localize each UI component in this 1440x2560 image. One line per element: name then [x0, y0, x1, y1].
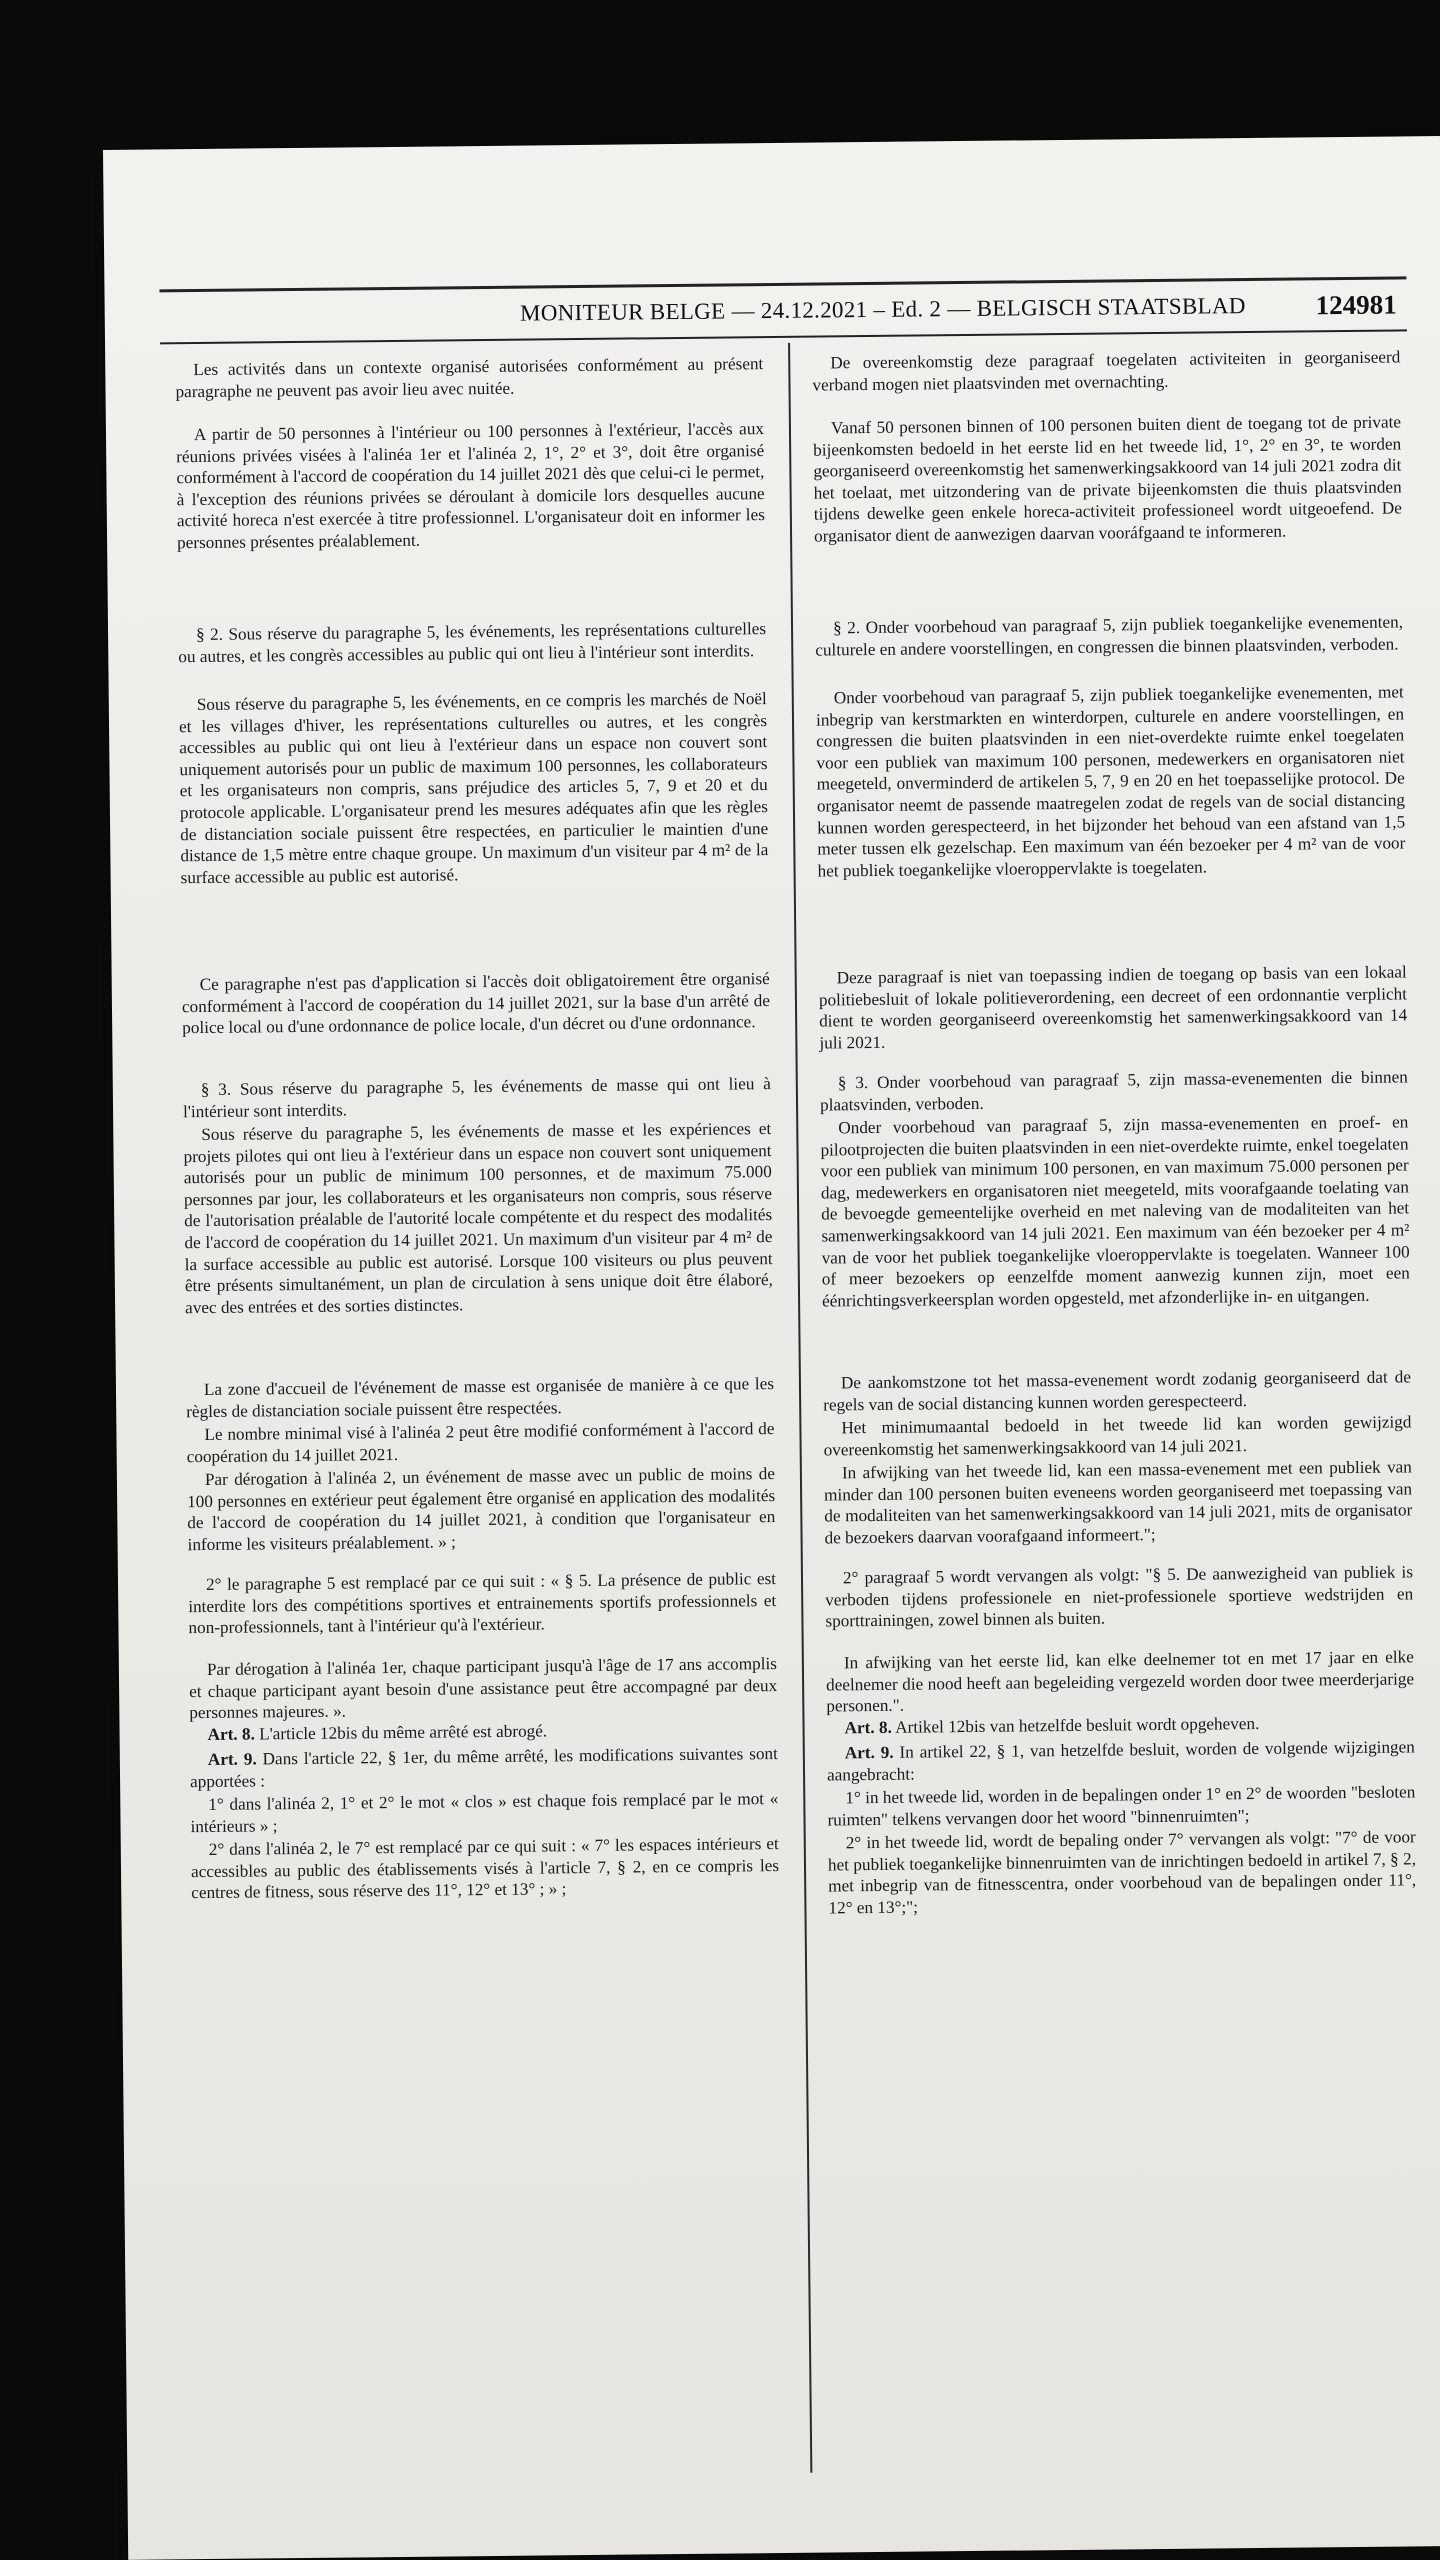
paragraph: Onder voorbehoud van paragraaf 5, zijn publiek toegankelijke evenementen, met inbegrip van kerstmarkten en winterdorpen, culturele en andere voorstellingen, en congressen die buiten plaatsvinden in een niet-overdekte ruimte enkel toegelaten voor een publiek van maximum 100 personen, medewerkers en organisatoren niet meegeteld, onverminderd de artikelen 5, 7, 9 en 20 en het toepasselijke protocol. De organisator neemt de passende maatregelen zodat de regels van de social distancing kunnen worden gerespecteerd, in het bijzonder het behoud van een afstand van 1,5 meter tussen elk gezelschap. Een maximum van één bezoeker per 4 m² van de voor het publiek toegankelijke vloeroppervlakte is toegelaten.: [815, 682, 1406, 881]
article-paragraph: [190, 1743, 778, 1794]
article-label: Art. 8.: [207, 1724, 255, 1744]
paragraph: Par dérogation à l'alinéa 2, un événement de masse avec un public de moins de 100 personnes en extérieur peut également être organisé en application des modalités de l'accord de coopération du 14 juillet 2021, à condition que l'organisateur en informe les visiteurs préalablement. » ;: [187, 1464, 776, 1554]
paragraph: Le nombre minimal visé à l'alinéa 2 peut être modifié conformément à l'accord de coopération du 14 juillet 2021.: [186, 1419, 775, 1466]
paragraph: § 3. Sous réserve du paragraphe 5, les événements de masse qui ont lieu à l'intérieur sont interdits.: [182, 1074, 771, 1121]
paragraph: 1° dans l'alinéa 2, 1° et 2° le mot « clos » est chaque fois remplacé par le mot « intérieurs » ;: [190, 1789, 779, 1836]
paragraph: Par dérogation à l'alinéa 1er, chaque participant jusqu'à l'âge de 17 ans accomplis et chaque participant ayant besoin d'une assistance peut être accompagné par deux personnes majeures. ».: [189, 1654, 778, 1723]
paragraph: 1° in het tweede lid, worden in de bepalingen onder 1° en 2° de woorden "besloten ruimten" telkens vervangen door het woord "binnenruimten";: [827, 1782, 1416, 1830]
paragraph: § 2. Onder voorbehoud van paragraaf 5, zijn publiek toegankelijke evenementen, culturele en andere voorstellingen, en congressen die binnen plaatsvinden, verboden.: [815, 612, 1404, 660]
paragraph: Les activités dans un contexte organisé autorisées conformément au présent paragraphe ne peuvent pas avoir lieu avec nuitée.: [175, 354, 764, 401]
paragraph: In afwijking van het tweede lid, kan een massa-evenement met een publiek van minder dan 100 personen buiten eveneens worden georganiseerd met toepassing van de modaliteiten van het samenwerkingsakkoord van 14 juli 2021, mits de organisator de bezoekers daarvan voorafgaand informeert.";: [824, 1457, 1413, 1548]
paragraph: Deze paragraaf is niet van toepassing indien de toegang op basis van een lokaal politiebesluit of lokale politieverordening, een decreet of een ordonnantie verplicht dient te worden georganiseerd overeenkomstig het samenwerkingsakkoord van 14 juli 2021.: [818, 962, 1408, 1053]
paragraph: § 2. Sous réserve du paragraphe 5, les événements, les représentations culturelles ou autres, et les congrès accessibles au public qui ont lieu à l'intérieur sont interdits.: [178, 619, 767, 666]
page-number: 124981: [1315, 288, 1397, 320]
paragraph: § 3. Onder voorbehoud van paragraaf 5, zijn massa-evenementen die binnen plaatsvinden, verboden.: [819, 1067, 1408, 1115]
paragraph: Onder voorbehoud van paragraaf 5, zijn massa-evenementen en proef- en pilootprojecten die buiten plaatsvinden in een niet-overdekte ruimte, enkel toegelaten voor een publiek van minimum 100 personen, en van maximum 75.000 personen per dag, medewerkers en organisatoren niet meegeteld, mits voorafgaande toelating van de bevoegde gemeentelijke overheid en met naleving van de modaliteiten van het samenwerkingsakkoord van 14 juli 2021. Een maximum van één bezoeker per 4 m² van de voor het publiek toegankelijke vloeroppervlakte is toegelaten. Wanneer 100 of meer bezoekers op eenzelfde moment aanwezig kunnen zijn, moet een éénrichtingsverkeersplan worden opgesteld, met afzonderlijke in- en uitgangen.: [820, 1112, 1410, 1311]
article-paragraph: [827, 1736, 1415, 1787]
article-text: Dans l'article 22, § 1er, du même arrêté, les modifications suivantes sont apportées :: [189, 1744, 778, 1791]
text-columns: [175, 346, 1422, 2489]
dutch-column: [812, 346, 1422, 2482]
newspaper-page: [103, 136, 1440, 2560]
french-column: [175, 353, 785, 2489]
paragraph: Sous réserve du paragraphe 5, les événements, en ce compris les marchés de Noël et les villages d'hiver, les représentations culturelles ou autres, et les congrès accessibles au public qui ont lieu à l'extérieur dans un espace non couvert sont uniquement autorisés pour un public de maximum 100 personnes, les collaborateurs et les organisateurs non compris, sans préjudice des articles 5, 7, 9 et 20 et du protocole applicable. L'organisateur prend les mesures adéquates afin que les règles de distanciation sociale puissent être respectées, en particulier le maintien d'une distance de 1,5 mètre entre chaque groupe. Un maximum d'un visiteur par 4 m² de la surface accessible au public est autorisé.: [178, 689, 769, 887]
article-text: In artikel 22, § 1, van hetzelfde besluit, worden de volgende wijzigingen aangebracht:: [826, 1737, 1415, 1785]
page-header: [159, 276, 1407, 344]
paragraph: De aankomstzone tot het massa-evenement wordt zodanig georganiseerd dat de regels van de social distancing kunnen worden gerespecteerd.: [823, 1367, 1412, 1415]
paragraph: 2° dans l'alinéa 2, le 7° est remplacé par ce qui suit : « 7° les espaces intérieurs et accessibles au public des établissements visés à l'article 7, § 2, en ce compris les centres de fitness, sous réserve des 11°, 12° et 13° ; » ;: [190, 1834, 780, 1903]
paragraph: In afwijking van het eerste lid, kan elke deelnemer tot en met 17 jaar en elke deelnemer die nood heeft aan begeleiding vergezeld worden door twee meerderjarige personen.".: [826, 1647, 1415, 1716]
gazette-title: MONITEUR BELGE — 24.12.2021 – Ed. 2 — BELGISCH STAATSBLAD: [519, 293, 1246, 326]
paragraph: 2° in het tweede lid, wordt de bepaling onder 7° vervangen als volgt: "7° de voor het publiek toegankelijke binnenruimten van de inrichtingen bedoeld in artikel 7, § 2, met inbegrip van de fitnesscentra, onder voorbehoud van de bepalingen onder 11°, 12° en 13°;";: [827, 1827, 1417, 1918]
paragraph: Sous réserve du paragraphe 5, les événements de masse et les expériences et projets pilotes qui ont lieu à l'extérieur dans un espace non couvert sont uniquement autorisés pour un public de minimum 100 personnes, et de maximum 75.000 personnes par jour, les collaborateurs et les organisateurs non compris, sous réserve de l'autorisation préalable de l'autorité locale compétente et du respect des modalités de l'accord de coopération du 14 juillet 2021. Un maximum d'un visiteur par 4 m² de la surface accessible au public est autorisé. Lorsque 100 visiteurs ou plus peuvent être présents simultanément, un plan de circulation à sens unique doit être élaboré, avec des entrées et des sorties distinctes.: [183, 1119, 773, 1317]
paragraph: Het minimumaantal bedoeld in het tweede lid kan worden gewijzigd overeenkomstig het samenwerkingsakkoord van 14 juli 2021.: [823, 1412, 1412, 1460]
article-text: L'article 12bis du même arrêté est abrogé.: [259, 1721, 548, 1744]
article-label: Art. 9.: [207, 1749, 257, 1769]
paragraph: 2° le paragraphe 5 est remplacé par ce qui suit : « § 5. La présence de public est interdite lors des compétitions sportives et entrainements sportifs professionnels et non-professionnels, tant à l'intérieur qu'à l'extérieur.: [188, 1569, 777, 1638]
article-text: Artikel 12bis van hetzelfde besluit wordt opgeheven.: [895, 1713, 1260, 1737]
article-label: Art. 9.: [844, 1742, 894, 1763]
paragraph: De overeenkomstig deze paragraaf toegelaten activiteiten in georganiseerd verband mogen niet plaatsvinden met overnachting.: [812, 347, 1401, 395]
paragraph: Ce paragraphe n'est pas d'application si l'accès doit obligatoirement être organisé conformément à l'accord de coopération du 14 juillet 2021, sur la base d'un arrêté de police local ou d'une ordonnance de police locale, d'un décret ou d'une ordonnance.: [181, 969, 771, 1038]
paragraph: 2° paragraaf 5 wordt vervangen als volgt: "§ 5. De aanwezigheid van publiek is verboden tijdens professionele en niet-professionele sportieve wedstrijden en sporttrainingen, zowel binnen als buiten.: [825, 1562, 1414, 1631]
paragraph: A partir de 50 personnes à l'intérieur ou 100 personnes à l'extérieur, l'accès aux réunions privées visées à l'alinéa 1er et l'alinéa 2, 1°, 2° et 3°, doit être organisé conformément à l'accord de coopération du 14 juillet 2021 dès que celui-ci le permet, à l'exception des réunions privées se déroulant à domicile lors desquelles aucune activité horeca n'est exercée à titre professionnel. L'organisateur doit en informer les personnes présentes préalablement.: [176, 419, 765, 553]
paragraph: La zone d'accueil de l'événement de masse est organisée de manière à ce que les règles de distanciation sociale puissent être respectées.: [186, 1374, 775, 1421]
paragraph: Vanaf 50 personen binnen of 100 personen buiten dient de toegang tot de private bijeenkomsten bedoeld in het eerste lid en het tweede lid, 1°, 2° en 3°, te worden georganiseerd overeenkomstig het samenwerkingsakkoord van 14 juli 2021 zodra dit het toelaat, met uitzondering van de private bijeenkomsten die thuis plaatsvinden tijdens dewelke geen enkele horeca-activiteit professioneel wordt uitgeoefend. De organisator dient de aanwezigen daarvan vooráfgaand te informeren.: [813, 412, 1402, 546]
article-label: Art. 8.: [844, 1717, 892, 1738]
